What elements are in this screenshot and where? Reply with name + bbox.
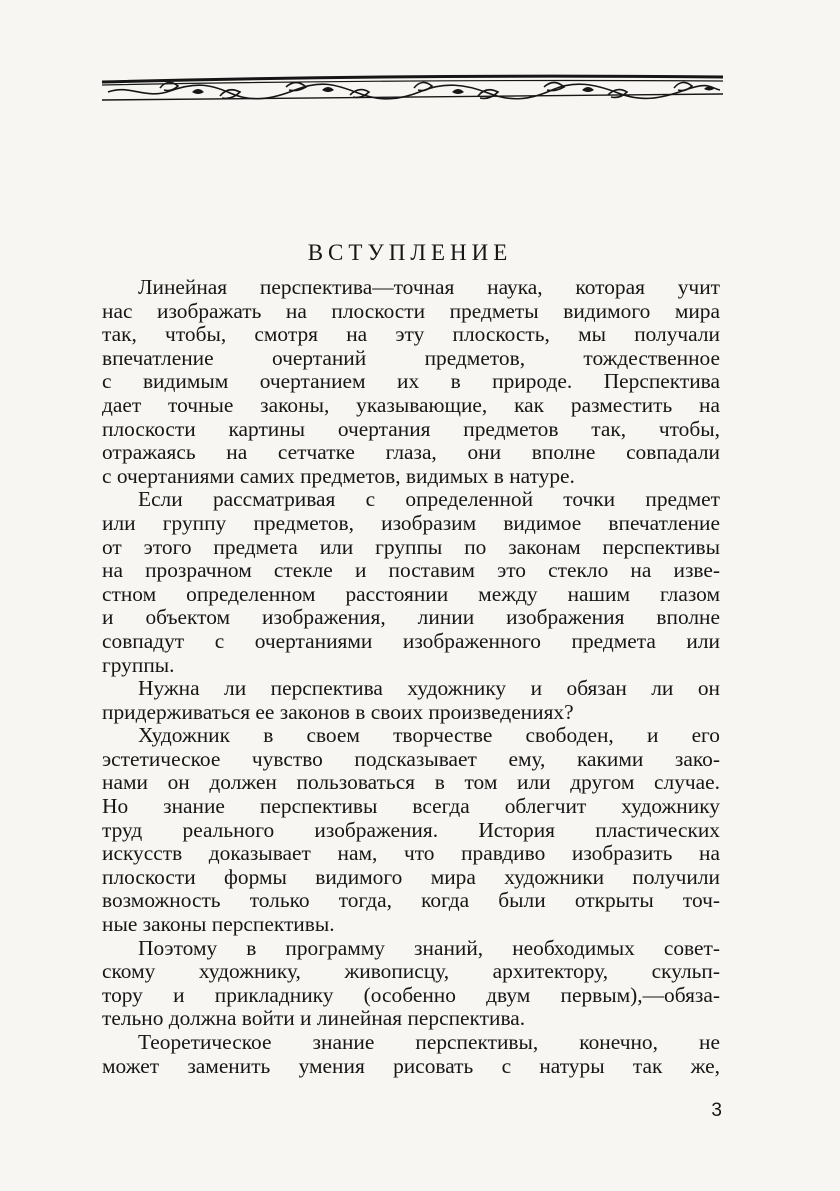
text-line: нас изображать на плоскости предметы видимого мира [102, 299, 720, 323]
text-line: Теоретическое знание перспективы, конечно, не [138, 1031, 720, 1054]
text-line: Линейная перспектива—точная наука, которая учит [138, 276, 720, 299]
paragraph [102, 276, 720, 488]
text-line: может заменить умения рисовать с натуры так же, [102, 1054, 720, 1078]
text-line: на прозрачном стекле и поставим это стекло на изве- [102, 559, 720, 583]
text-line: совпадут с очертаниями изображенного предмета или [102, 629, 720, 653]
text-line: Художник в своем творчестве свободен, и его [138, 724, 720, 748]
paragraph [102, 937, 720, 1031]
text-line: или группу предметов, изобразим видимое впечатление [102, 511, 720, 535]
text-line: эстетическое чувство подсказывает ему, какими зако- [102, 747, 720, 771]
text-line: группы. [102, 653, 175, 677]
text-line: впечатление очертаний предметов, тождественное [102, 346, 720, 370]
page-number: 3 [711, 1100, 722, 1121]
text-line: и объектом изображения, линии изображения вполне [102, 606, 720, 630]
page-title: ВСТУПЛЕНИЕ [307, 240, 513, 265]
text-line: ные законы перспективы. [102, 913, 335, 937]
paragraph [102, 677, 720, 724]
decorative-border-icon [100, 66, 725, 116]
ornament-leaves [192, 87, 714, 95]
text-line: труд реального изображения. История пластических [102, 818, 720, 842]
text-line: от этого предмета или группы по законам перспективы [102, 535, 720, 559]
text-line: Нужна ли перспектива художнику и обязан ли он [138, 677, 720, 701]
text-line: искусств доказывает нам, что правдиво изобразить на [102, 842, 720, 866]
text-line: Поэтому в программу знаний, необходимых совет- [138, 936, 720, 960]
text-line: плоскости формы видимого мира художники получили [102, 865, 720, 889]
text-line: Но знание перспективы всегда облегчит художнику [102, 795, 720, 819]
text-line: с очертаниями самих предметов, видимых в натуре. [102, 464, 575, 488]
text-line: с видимым очертанием их в природе. Перспектива [102, 370, 720, 394]
paragraph [102, 1031, 720, 1078]
text-line: отражаясь на сетчатке глаза, они вполне совпадали [102, 441, 720, 465]
text-line: стном определенном расстоянии между нашим глазом [102, 582, 720, 606]
text-line: дает точные законы, указывающие, как разместить на [102, 393, 720, 417]
text-line: тору и прикладнику (особенно двум первым),—обяза- [102, 983, 720, 1007]
text-line: придерживаться ее законов в своих произведениях? [102, 700, 574, 724]
text-line: нами он должен пользоваться в том или другом случае. [102, 771, 720, 795]
paragraph [102, 724, 720, 936]
text-line: скому художнику, живописцу, архитектору, скульп- [102, 960, 720, 984]
text-line: тельно должна войти и линейная перспектива. [102, 1007, 526, 1031]
text-line: так, чтобы, смотря на эту плоскость, мы получали [102, 323, 720, 347]
body-text [102, 276, 720, 1078]
paragraph [102, 488, 720, 677]
text-line: Если рассматривая с определенной точки предмет [138, 488, 720, 512]
text-line: плоскости картины очертания предметов так, чтобы, [102, 417, 720, 441]
text-line: возможность только тогда, когда были открыты точ- [102, 889, 720, 913]
